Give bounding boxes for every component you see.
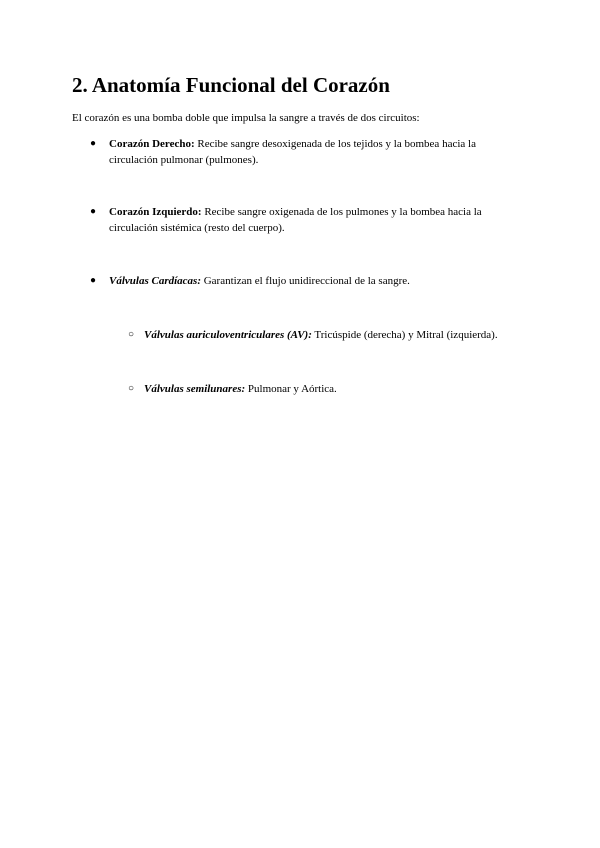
list-item-term: Corazón Derecho: (109, 138, 195, 150)
list-item-text (109, 204, 499, 236)
sublist-item-description: Tricúspide (derecha) y Mitral (izquierda). (311, 329, 498, 341)
list-item-term: Corazón Izquierdo: (109, 206, 202, 218)
intro-paragraph: El corazón es una bomba doble que impulsa la sangre a través de dos circuitos: (72, 112, 420, 124)
bullet-icon: ● (90, 138, 97, 149)
list-item-description: Recibe sangre oxigenada de los pulmones y la bombea hacia la circulación sistémica (resto del cuerpo). (109, 206, 482, 234)
sublist-item-text (144, 381, 544, 397)
list-item-term: Válvulas Cardíacas: (109, 275, 201, 287)
list-item-description: Garantizan el flujo unidireccional de la sangre. (200, 275, 410, 287)
hollow-bullet-icon: ○ (128, 383, 135, 394)
sublist-item-term: Válvulas semilunares: (144, 383, 246, 395)
page-title: 2. Anatomía Funcional del Corazón (72, 73, 390, 97)
bullet-icon: ● (90, 206, 97, 217)
list-item-text (109, 136, 499, 168)
sublist-item-text (144, 327, 544, 343)
sublist-item-description: Pulmonar y Aórtica. (245, 383, 337, 395)
bullet-icon: ● (90, 275, 97, 286)
hollow-bullet-icon: ○ (128, 329, 135, 340)
list-item-description: Recibe sangre desoxigenada de los tejidos y la bombea hacia la circulación pulmonar (pulmones). (109, 138, 476, 166)
list-item-text (109, 273, 499, 289)
sublist-item-term: Válvulas auriculoventriculares (AV): (144, 329, 312, 341)
